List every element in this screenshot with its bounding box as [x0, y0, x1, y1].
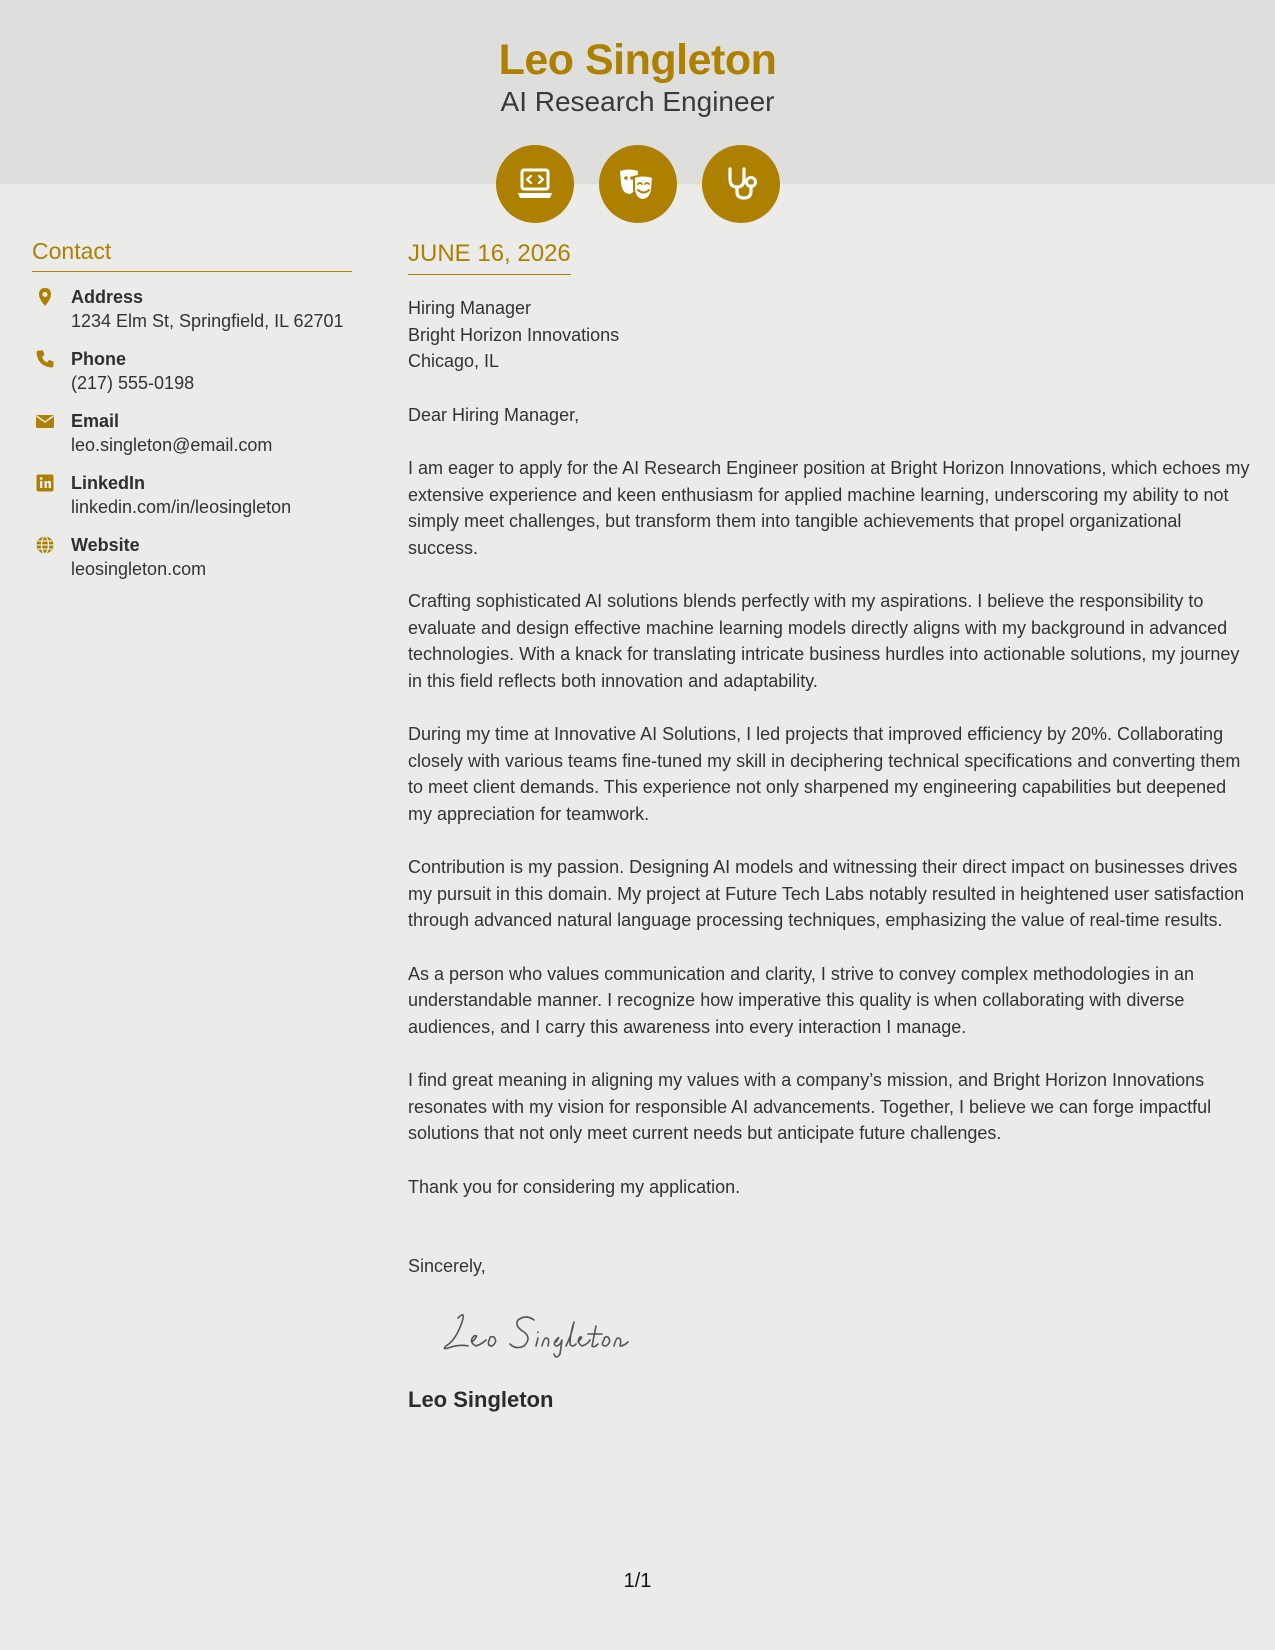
letter-paragraph: Thank you for considering my application. — [408, 1176, 741, 1197]
contact-website — [32, 533, 352, 582]
letter-paragraph: Crafting sophisticated AI solutions blends perfectly with my aspirations. I believe the responsibility to evaluate and design effective machine learning models directly aligns with my background in advanced technologies. With a knack for translating intricate business hurdles into actionable solutions, my journey in this field reflects both innovation and adaptability. — [408, 591, 1240, 691]
closing: Sincerely, — [408, 1256, 486, 1276]
linkedin-icon — [35, 473, 55, 493]
letter-paragraph: I am eager to apply for the AI Research Engineer position at Bright Horizon Innovations, which echoes my extensive experience and keen enthusiasm for applied machine learning, underscoring my ability to not simply meet challenges, but transform them into tangible achievements that propel organizational success. — [408, 458, 1250, 558]
applicant-name: Leo Singleton — [498, 36, 777, 84]
contact-label: Address — [71, 287, 144, 307]
letter-paragraph: As a person who values communication and clarity, I strive to convey complex methodologies in an understandable manner. I recognize how imperative this quality is when collaborating with diverse audiences, and I carry this awareness into every interaction I manage. — [408, 963, 1195, 1037]
letter-date: JUNE 16, 2026 — [408, 240, 571, 275]
laptop-code-icon — [496, 145, 574, 223]
globe-icon — [35, 535, 55, 555]
recipient-line: Chicago, IL — [408, 351, 500, 371]
phone-icon — [35, 349, 55, 369]
contact-value: 1234 Elm St, Springfield, IL 62701 — [71, 311, 344, 331]
salutation: Dear Hiring Manager, — [408, 404, 580, 425]
applicant-role: AI Research Engineer — [500, 86, 775, 117]
letter-body — [408, 240, 1253, 1413]
contact-value: leosingleton.com — [71, 559, 207, 579]
letter-paragraph: Contribution is my passion. Designing AI models and witnessing their direct impact on businesses drives my pursuit in this domain. My project at Future Tech Labs notably resulted in heightened user satisfaction through advanced natural language processing techniques, emphasizing the value of real-time results. — [408, 857, 1245, 930]
contact-label: Email — [71, 411, 120, 431]
signer-name: Leo Singleton — [408, 1386, 554, 1412]
theater-masks-icon — [599, 145, 677, 223]
contact-sidebar — [32, 238, 352, 582]
contact-email — [32, 409, 352, 458]
contact-label: Website — [71, 535, 140, 555]
letter-paragraph: I find great meaning in aligning my values with a company’s mission, and Bright Horizon Innovations resonates with my vision for responsible AI advancements. Together, I believe we can forge impactful solutions that not only meet current needs but anticipate future challenges. — [408, 1070, 1212, 1143]
contact-label: LinkedIn — [71, 473, 146, 493]
letter-paragraph: During my time at Innovative AI Solutions, I led projects that improved efficiency by 20%. Collaborating closely with various teams fine-tuned my skill in deciphering technical specifications and converting them to meet client demands. This experience not only sharpened my engineering capabilities but deepened my appreciation for teamwork. — [408, 724, 1241, 824]
recipient-line: Hiring Manager — [408, 298, 532, 318]
handwritten-signature — [438, 1304, 648, 1362]
contact-value: leo.singleton@email.com — [71, 435, 273, 455]
contact-heading: Contact — [32, 238, 352, 272]
recipient-block — [408, 295, 1253, 375]
location-pin-icon — [35, 287, 55, 307]
contact-address — [32, 285, 352, 334]
interest-icons — [0, 145, 1275, 223]
page-number: 1/1 — [623, 1570, 652, 1592]
contact-label: Phone — [71, 349, 127, 369]
contact-value: (217) 555-0198 — [71, 373, 195, 393]
contact-phone — [32, 347, 352, 396]
stethoscope-icon — [702, 145, 780, 223]
contact-linkedin — [32, 471, 352, 520]
envelope-icon — [35, 411, 55, 431]
contact-value: linkedin.com/in/leosingleton — [71, 497, 292, 517]
recipient-line: Bright Horizon Innovations — [408, 324, 620, 345]
